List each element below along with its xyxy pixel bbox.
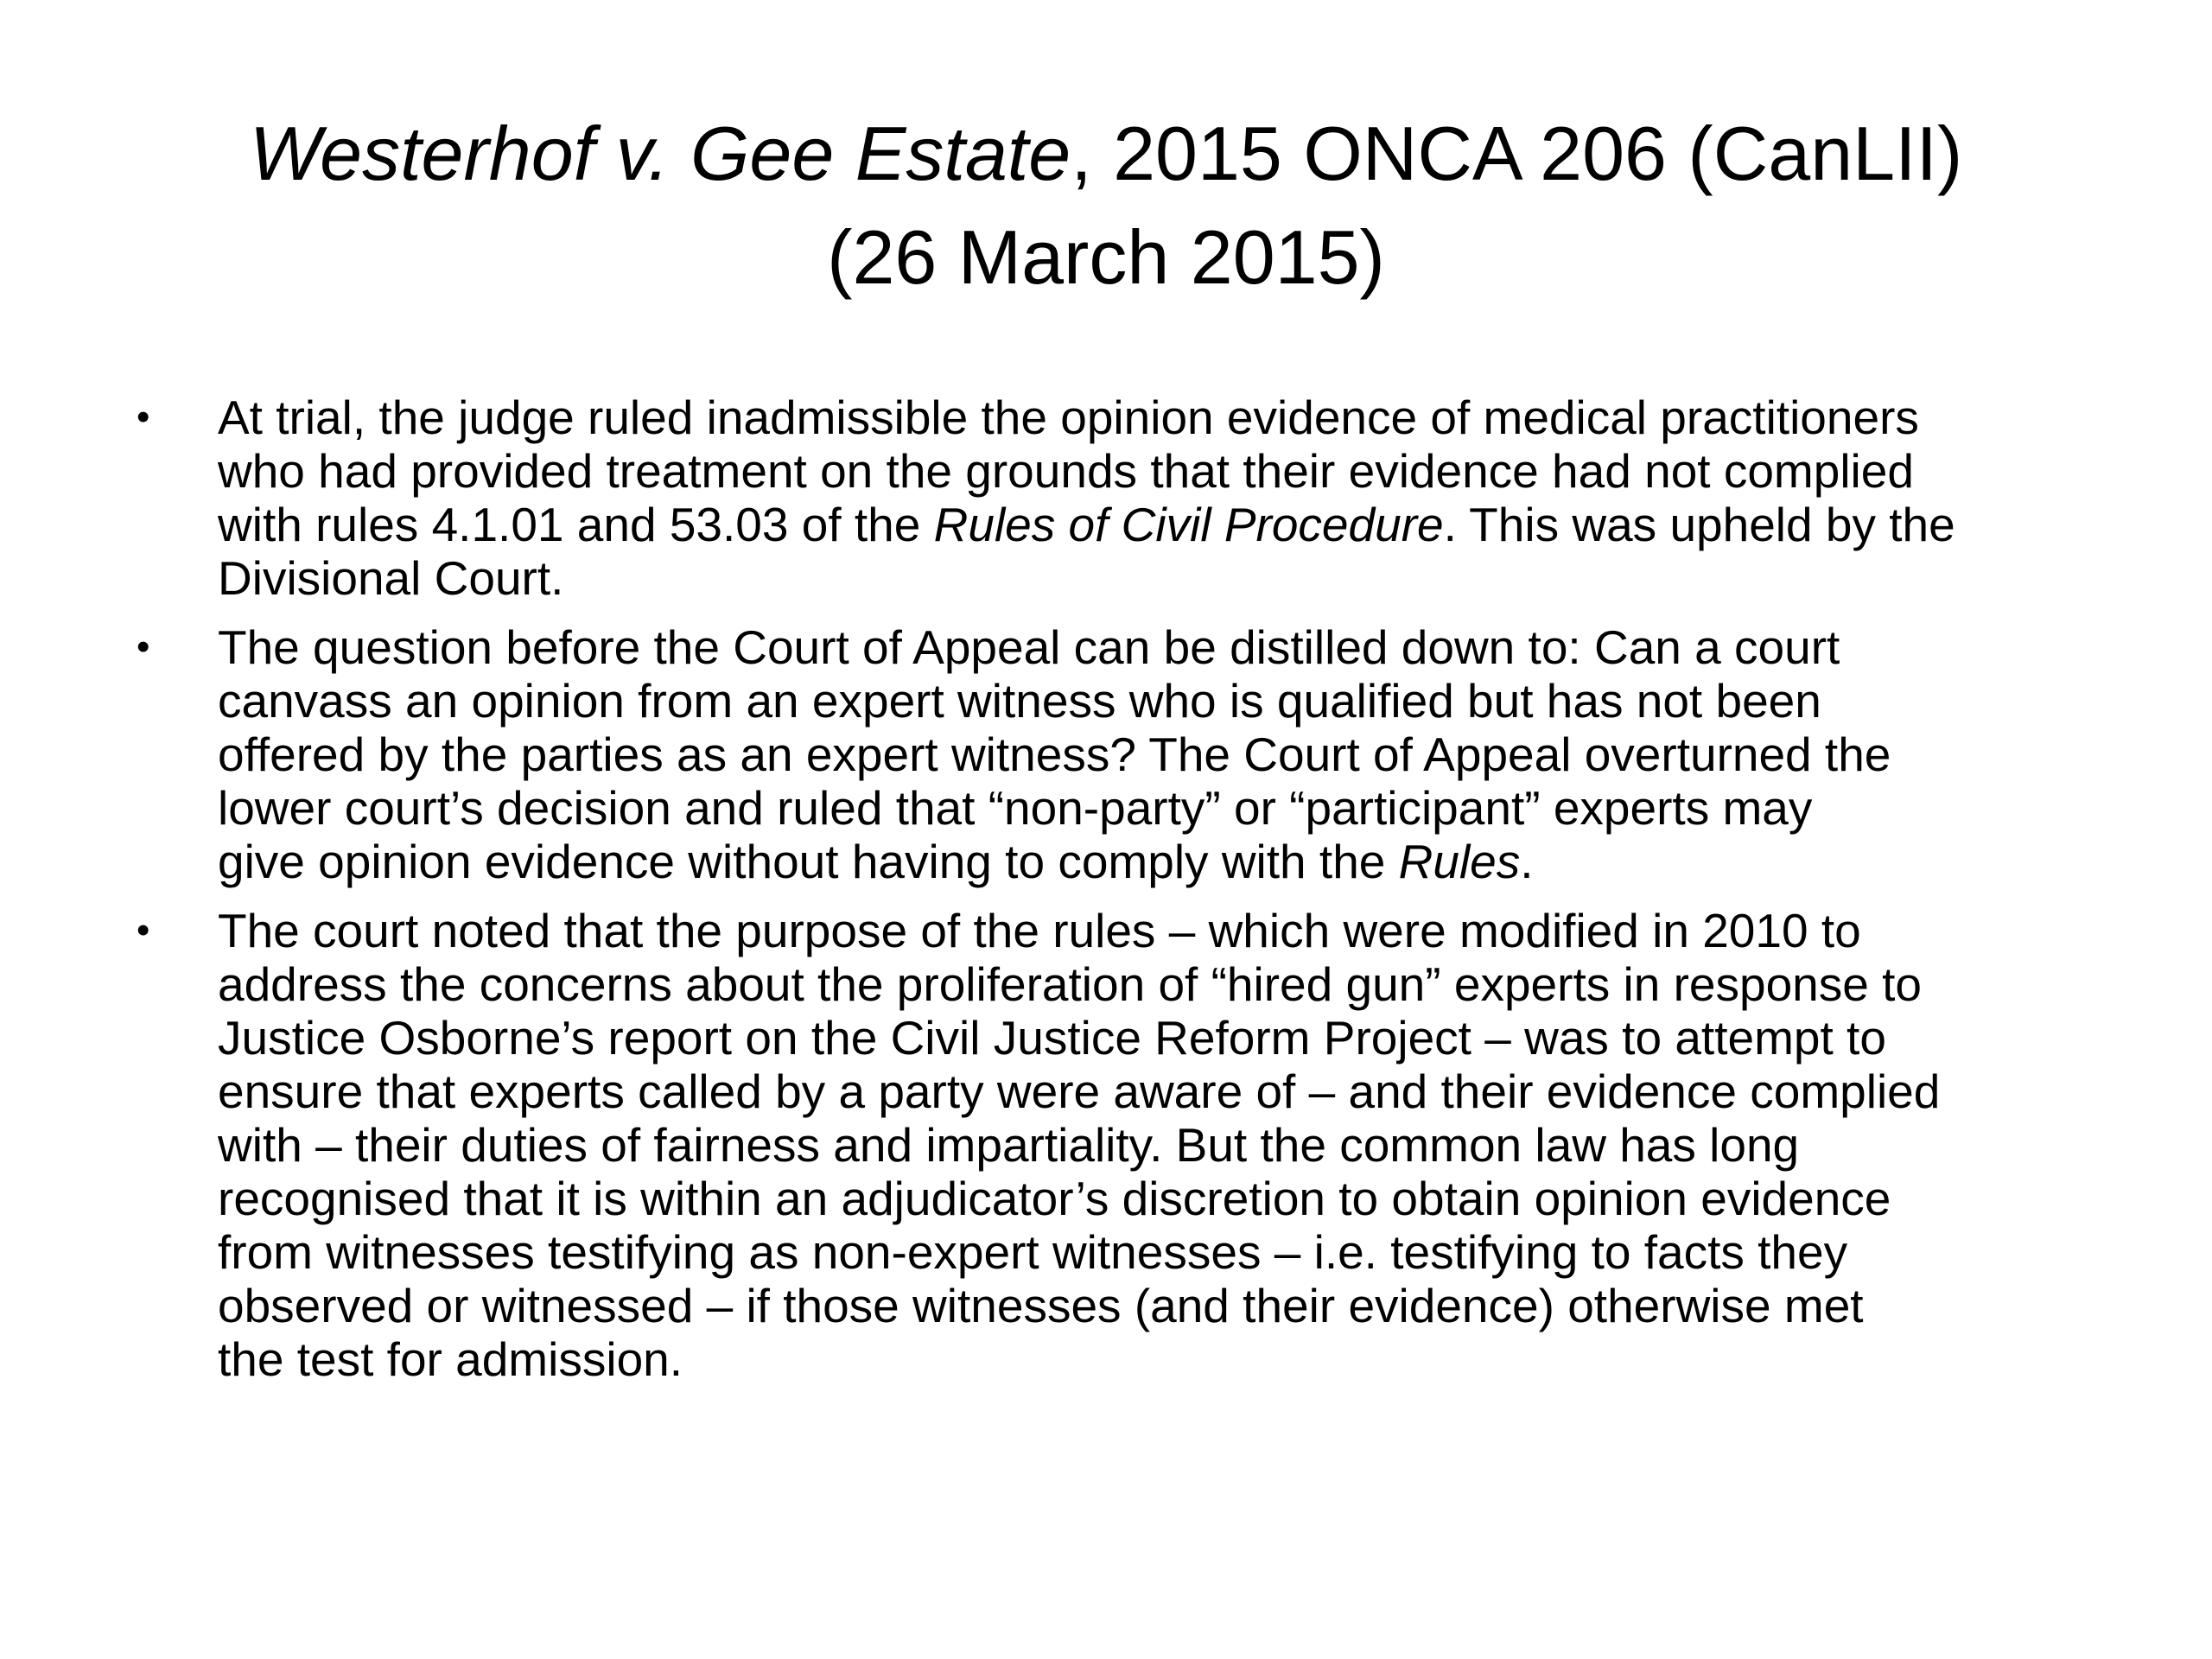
bullet-line: lower court’s decision and ruled that “non-party” or “participant” experts may [218,781,1813,835]
title-line-1 [138,102,2074,206]
bullet-line: Justice Osborne’s report on the Civil Justice Reform Project – was to attempt to [218,1011,1886,1065]
bullet-dot-icon: • [137,626,150,668]
bullet-line: ensure that experts called by a party were aware of – and their evidence complied [218,1065,1941,1118]
bullet-list [130,391,2108,1402]
text-run: give opinion evidence without having to comply with the [218,835,1399,888]
bullet-line: the test for admission. [218,1332,683,1386]
slide-title [138,102,2074,309]
bullet-line: canvass an opinion from an expert witness who is qualified but has not been [218,674,1821,728]
bullet-text [218,904,2108,1386]
bullet-text [218,620,2108,888]
bullet-dot-icon: • [137,396,150,438]
rules-title: Rules of Civil Procedure [933,498,1444,551]
text-run: . [1520,835,1534,888]
bullet-line: The question before the Court of Appeal can be distilled down to: Can a court [218,620,1840,674]
bullet-item [130,391,2108,605]
bullet-line: address the concerns about the proliferation of “hired gun” experts in response to [218,957,1922,1011]
bullet-line: observed or witnessed – if those witnesses (and their evidence) otherwise met [218,1279,1864,1332]
bullet-line: Divisional Court. [218,551,564,605]
bullet-line: who had provided treatment on the grounds that their evidence had not complied [218,444,1914,498]
bullet-line: from witnesses testifying as non-expert witnesses – i.e. testifying to facts they [218,1225,1848,1279]
bullet-item [130,904,2108,1386]
title-date: (26 March 2015) [827,214,1385,300]
rules-title: Rules [1398,835,1521,888]
bullet-item [130,620,2108,888]
bullet-text [218,391,2108,605]
citation: , 2015 ONCA 206 (CanLII) [1071,111,1963,196]
bullet-line: The court noted that the purpose of the rules – which were modified in 2010 to [218,904,1861,957]
bullet-line: recognised that it is within an adjudicator’s discretion to obtain opinion evidence [218,1172,1891,1225]
bullet-line: At trial, the judge ruled inadmissible the opinion evidence of medical practitioners [218,391,1919,444]
bullet-line [218,498,2108,551]
text-run: . This was upheld by the [1443,498,1955,551]
text-run: with rules 4.1.01 and 53.03 of the [218,498,934,551]
bullet-line [218,835,2108,888]
bullet-line: offered by the parties as an expert witness? The Court of Appeal overturned the [218,728,1891,781]
case-name: Westerhof v. Gee Estate [249,111,1071,196]
bullet-dot-icon: • [137,909,150,951]
bullet-line: with – their duties of fairness and impartiality. But the common law has long [218,1118,1800,1172]
